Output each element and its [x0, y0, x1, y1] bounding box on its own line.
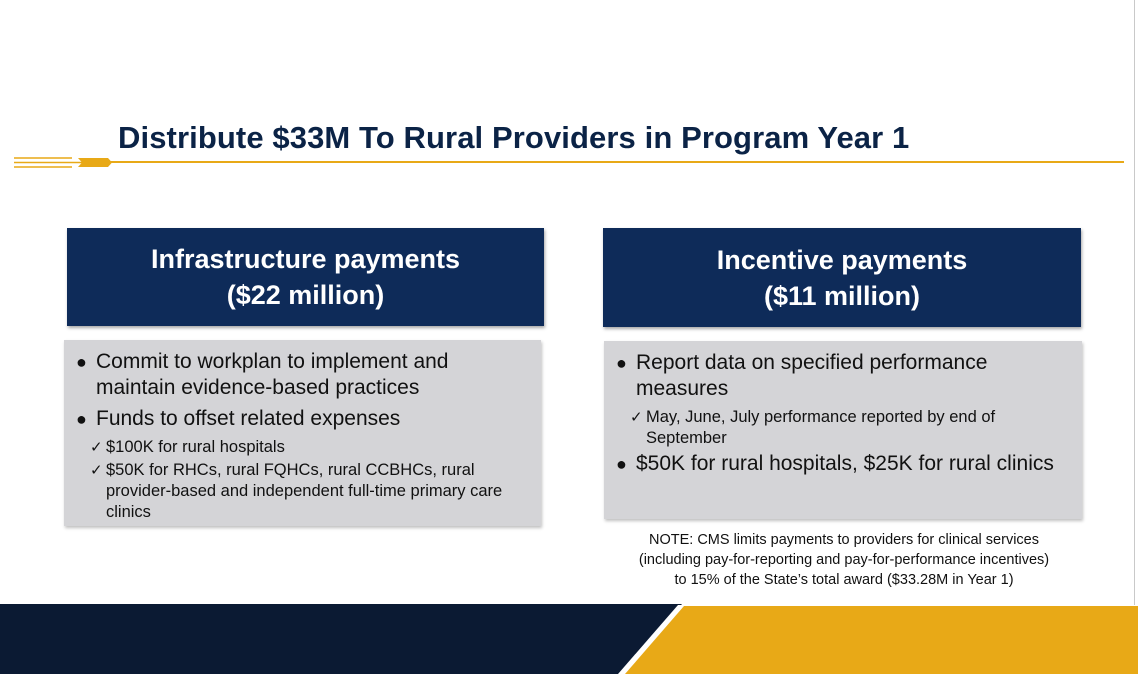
checkmark-icon: ✓: [90, 461, 103, 479]
title-underline: [108, 161, 1124, 163]
footer-band: [0, 604, 1138, 674]
list-item-text: Report data on specified performance measures: [636, 351, 988, 400]
page-title: Distribute $33M To Rural Providers in Program Year 1: [118, 120, 910, 155]
infrastructure-payments-header: [67, 228, 544, 326]
incentive-payments-header: [603, 228, 1081, 327]
infrastructure-header-title: Infrastructure payments: [150, 244, 461, 274]
note-line: to 15% of the State’s total award ($33.28M in Year 1): [674, 572, 1014, 588]
arrow-right-icon: [12, 155, 116, 169]
bullet-dot-icon: ●: [76, 409, 87, 429]
incentive-header-amount: ($11 million): [763, 280, 921, 311]
list-item: [616, 451, 1072, 477]
list-item: [76, 349, 531, 401]
footer-navy-shape: [0, 604, 682, 674]
sub-list-item-text: $100K for rural hospitals: [106, 438, 285, 456]
sub-list-item-text: May, June, July performance reported by end of September: [646, 408, 996, 447]
list-item-text: Funds to offset related expenses: [96, 407, 401, 430]
bullet-dot-icon: ●: [616, 454, 627, 474]
footer-gold-shape: [625, 606, 1138, 674]
list-item-text: Commit to workplan to implement and maintain evidence-based practices: [96, 350, 449, 399]
sub-list-item: [630, 407, 1072, 449]
slide-edge-divider: [1134, 0, 1135, 674]
sub-list-item-text: $50K for RHCs, rural FQHCs, rural CCBHCs, rural provider-based and independent full-time primary care clinics: [106, 461, 503, 521]
checkmark-icon: ✓: [90, 438, 103, 456]
bullet-dot-icon: ●: [616, 353, 627, 373]
bullet-dot-icon: ●: [76, 352, 87, 372]
note-line: (including pay-for-reporting and pay-for-performance incentives): [638, 552, 1050, 568]
list-item-text: $50K for rural hospitals, $25K for rural clinics: [636, 452, 1054, 475]
sub-list-item: [90, 437, 531, 458]
incentive-payments-details: [604, 341, 1082, 519]
list-item: [76, 406, 531, 432]
incentive-header-title: Incentive payments: [716, 244, 968, 275]
note-line: NOTE: CMS limits payments to providers for clinical services: [649, 532, 1039, 548]
infrastructure-payments-details: [64, 340, 541, 526]
list-item: [616, 350, 1072, 402]
infrastructure-header-amount: ($22 million): [226, 280, 385, 310]
cms-limit-note: [604, 530, 1084, 590]
sub-list-item: [90, 460, 531, 523]
checkmark-icon: ✓: [630, 408, 643, 426]
